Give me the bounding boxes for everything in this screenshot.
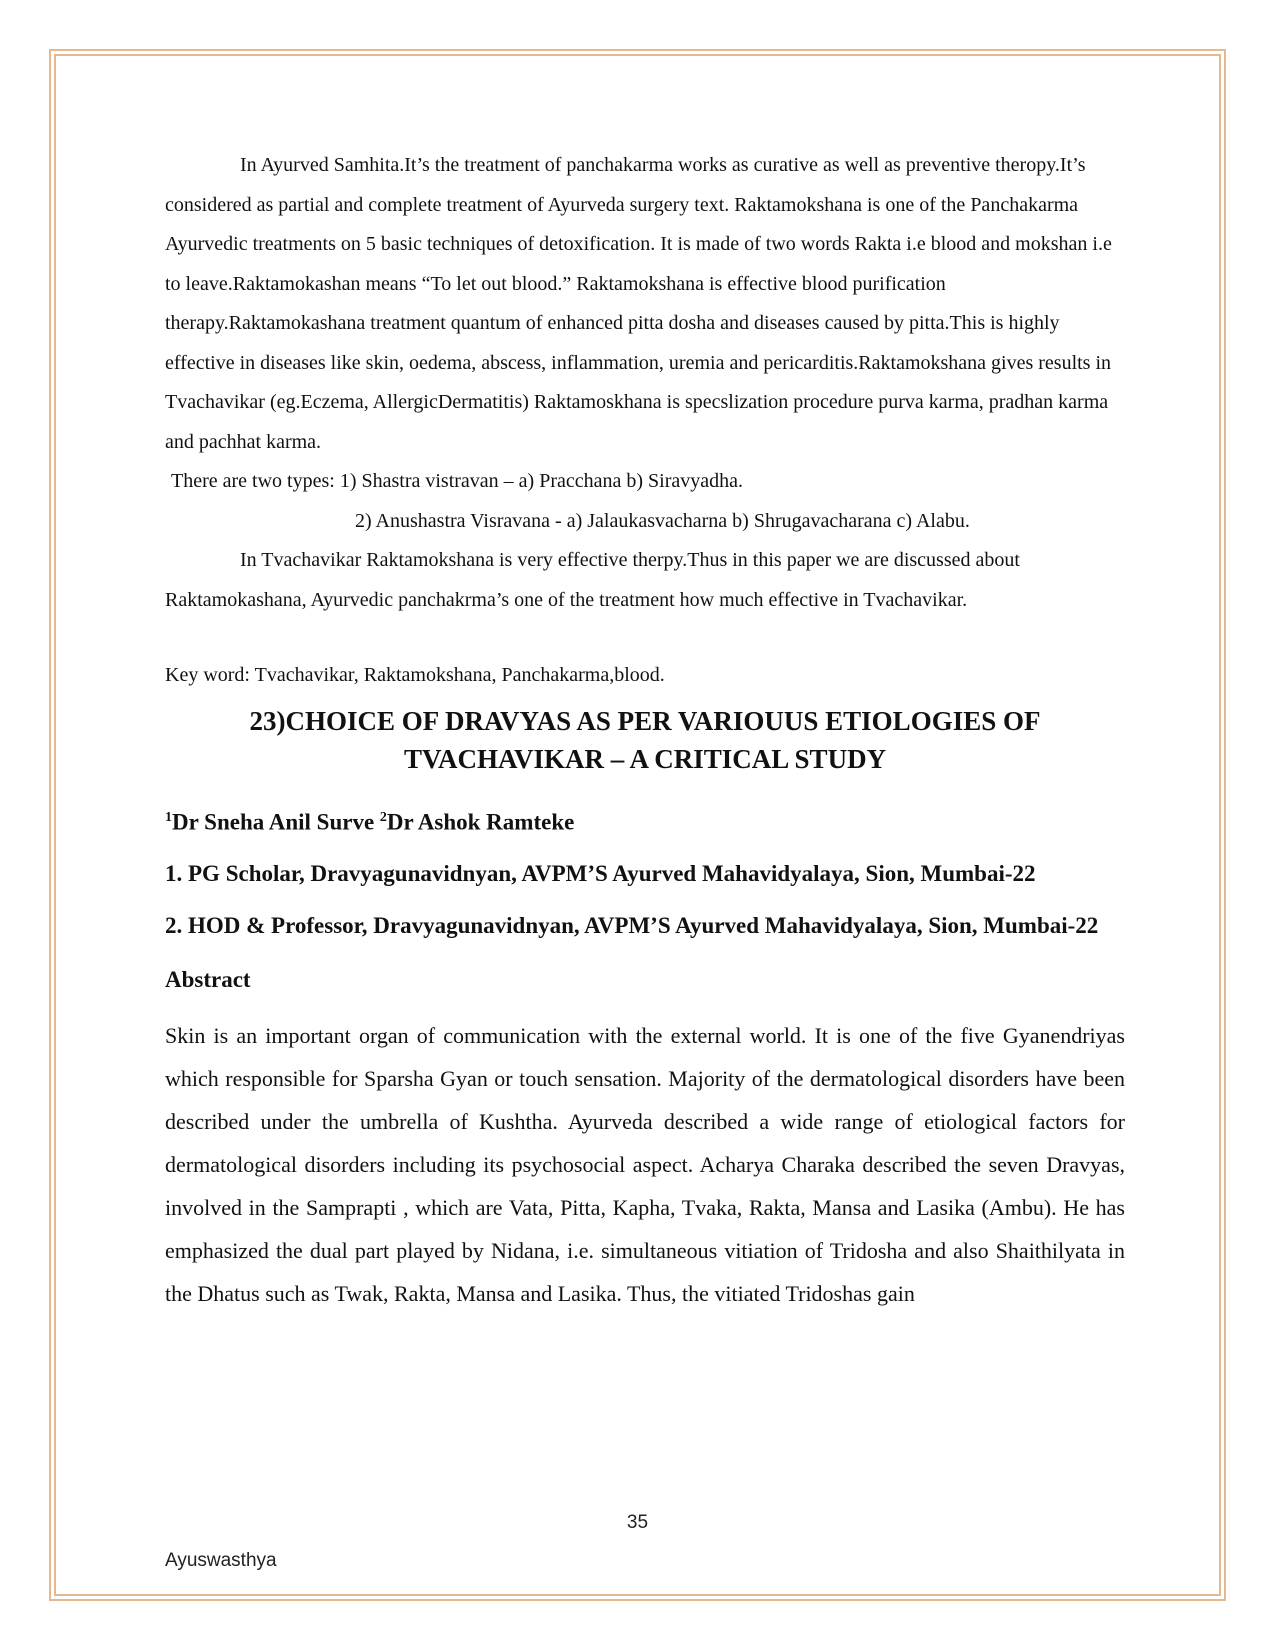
abstract-text: Skin is an important organ of communication with the external world. It is one of the five Gyanendriyas which responsible for Sparsha Gyan or touch sensation. Majority of the dermatological disorders have been described under the umbrella of Kushtha. Ayurveda described a wide range of etiological factors for dermatological disorders including its psychosocial aspect. Acharya Charaka described the seven Dravyas, involved in the Samprapti , which are Vata, Pitta, Kapha, Tvaka, Rakta, Mansa and Lasika (Ambu). He has emphasized the dual part played by Nidana, i.e. simultaneous vitiation of Tridosha and also Shaithilyata in the Dhatus such as Twak, Rakta, Mansa and Lasika. Thus, the vitiated Tridoshas gain bbox=[165, 1023, 1125, 1307]
journal-name: Ayuswasthya bbox=[165, 1550, 277, 1571]
affiliation-2: 2. HOD & Professor, Dravyagunavidnyan, AVPM’S Ayurved Mahavidyalaya, Sion, Mumbai-22 bbox=[165, 913, 1099, 939]
author-1: Dr Sneha Anil Surve bbox=[172, 809, 380, 835]
keywords: Key word: Tvachavikar, Raktamokshana, Panchakarma,blood. bbox=[165, 664, 665, 686]
author1-superscript: 1 bbox=[165, 809, 172, 825]
page-content bbox=[165, 146, 1125, 1315]
types-line-1: There are two types: 1) Shastra vistravan – a) Pracchana b) Siravyadha. bbox=[171, 470, 744, 492]
author2-superscript: 2 bbox=[379, 809, 387, 825]
article-title-line-1: 23)CHOICE OF DRAVYAS AS PER VARIOUUS ETIOLOGIES OF bbox=[249, 705, 1041, 736]
affiliation-1: 1. PG Scholar, Dravyagunavidnyan, AVPM’S Ayurved Mahavidyalaya, Sion, Mumbai-22 bbox=[165, 861, 1036, 887]
article-title bbox=[165, 702, 1125, 778]
authors bbox=[165, 802, 1125, 839]
intro-paragraph-2: In Tvachavikar Raktamokshana is very effective therpy.Thus in this paper we are discussed about Raktamokashana, Ayurvedic panchakrma’s one of the treatment how much effective in Tvachavikar. bbox=[165, 549, 1020, 611]
article-title-line-2: TVACHAVIKAR – A CRITICAL STUDY bbox=[403, 743, 887, 774]
page-number: 35 bbox=[626, 1512, 649, 1533]
author-2: Dr Ashok Ramteke bbox=[386, 809, 575, 835]
abstract-heading: Abstract bbox=[165, 967, 251, 993]
types-line-2: 2) Anushastra Visravana - a) Jalaukasvacharna b) Shrugavacharana c) Alabu. bbox=[355, 509, 970, 532]
intro-paragraph-1: In Ayurved Samhita.It’s the treatment of panchakarma works as curative as well as preventive theropy.It’s considered as partial and complete treatment of Ayurveda surgery text. Raktamokshana is one of the Panchakarma Ayurvedic treatments on 5 basic techniques of detoxification. It is made of two words Rakta i.e blood and mokshan i.e to leave.Raktamokashan means “To let out blood.” Raktamokshana is effective blood purification therapy.Raktamokashana treatment quantum of enhanced pitta dosha and diseases caused by pitta.This is highly effective in diseases like skin, oedema, abscess, inflammation, uremia and pericarditis.Raktamokshana gives results in Tvachavikar (eg.Eczema, AllergicDermatitis) Raktamoskhana is specslization procedure purva karma, pradhan karma and pachhat karma. bbox=[165, 154, 1112, 453]
